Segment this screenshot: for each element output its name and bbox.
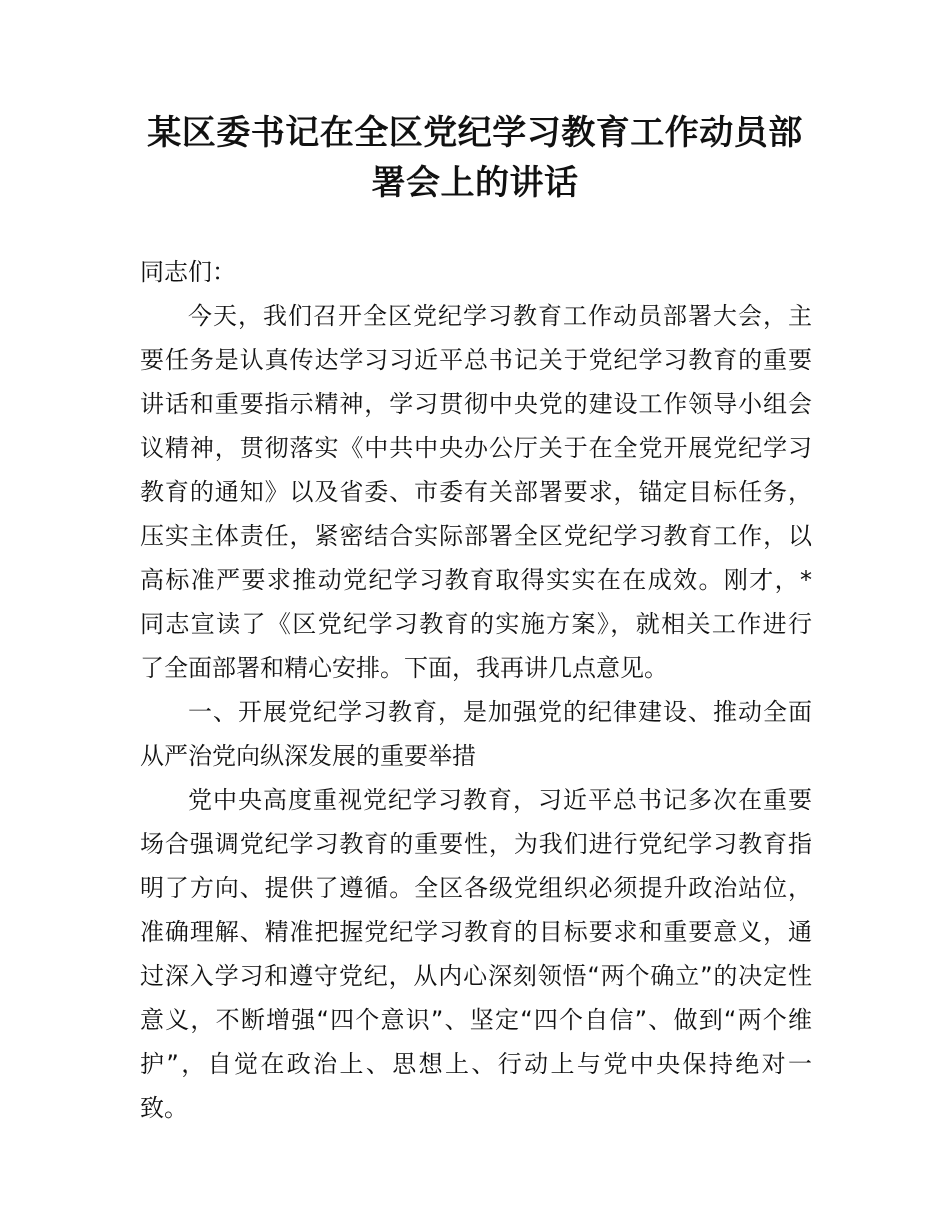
section-heading-line: 从严治党向纵深发展的重要举措 xyxy=(140,742,476,770)
paragraph-line: 今天，我们召开全区党纪学习教育工作动员部署大会，主 xyxy=(188,302,812,330)
salutation: 同志们： xyxy=(140,258,236,286)
paragraph-line: 同志宣读了《区党纪学习教育的实施方案》，就相关工作进行 xyxy=(140,610,812,638)
paragraph-line: 压实主体责任，紧密结合实际部署全区党纪学习教育工作，以 xyxy=(140,522,812,550)
document-title xyxy=(110,108,840,208)
paragraph-line: 教育的通知》以及省委、市委有关部署要求，锚定目标任务， xyxy=(140,478,812,506)
paragraph-line: 了全面部署和精心安排。下面，我再讲几点意见。 xyxy=(140,654,668,682)
paragraph-line: 议精神，贯彻落实《中共中央办公厅关于在全党开展党纪学习 xyxy=(140,434,812,462)
paragraph-line: 高标准严要求推动党纪学习教育取得实实在在成效。刚才，* xyxy=(140,566,812,594)
paragraph-line: 意义，不断增强“四个意识”、坚定“四个自信”、做到“两个维 xyxy=(140,1006,812,1034)
paragraph-line: 护”，自觉在政治上、思想上、行动上与党中央保持绝对一 xyxy=(140,1050,812,1078)
paragraph-line: 要任务是认真传达学习习近平总书记关于党纪学习教育的重要 xyxy=(140,346,812,374)
paragraph-line: 场合强调党纪学习教育的重要性，为我们进行党纪学习教育指 xyxy=(140,830,812,858)
paragraph-line: 党中央高度重视党纪学习教育，习近平总书记多次在重要 xyxy=(188,786,812,814)
title-line: 某区委书记在全区党纪学习教育工作动员部 xyxy=(147,113,803,153)
paragraph-line: 过深入学习和遵守党纪，从内心深刻领悟“两个确立”的决定性 xyxy=(140,962,812,990)
paragraph-line: 致。 xyxy=(140,1094,188,1122)
paragraph-line: 明了方向、提供了遵循。全区各级党组织必须提升政治站位， xyxy=(140,874,812,902)
section-heading-line: 一、开展党纪学习教育，是加强党的纪律建设、推动全面 xyxy=(188,698,812,726)
title-line: 署会上的讲话 xyxy=(371,163,579,203)
document-body xyxy=(140,250,812,1130)
paragraph-line: 准确理解、精准把握党纪学习教育的目标要求和重要意义，通 xyxy=(140,918,812,946)
paragraph-line: 讲话和重要指示精神，学习贯彻中央党的建设工作领导小组会 xyxy=(140,390,812,418)
